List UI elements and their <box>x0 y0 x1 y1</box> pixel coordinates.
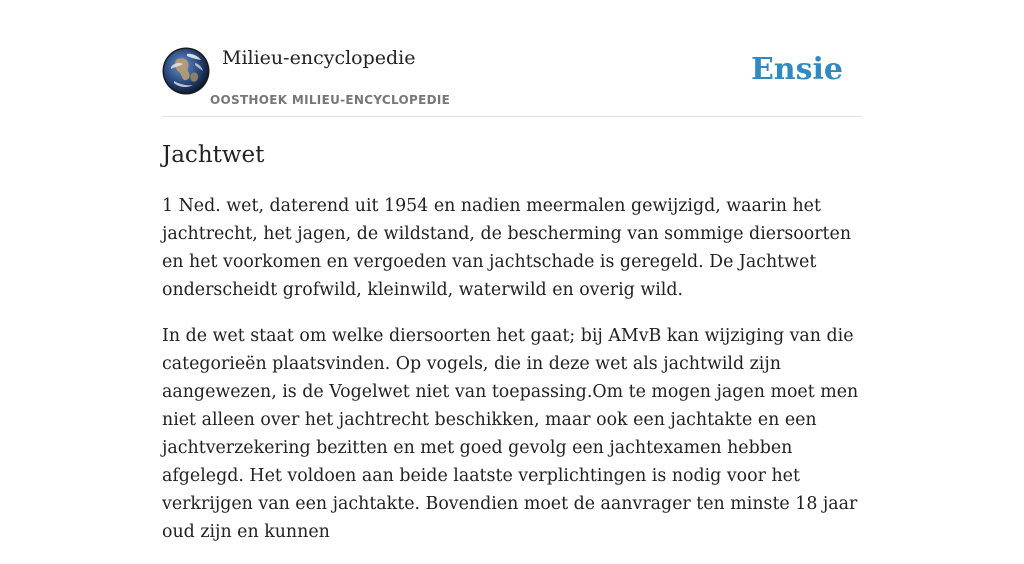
article-paragraph: 1 Ned. wet, daterend uit 1954 en nadien meermalen gewijzigd, waarin het jachtrecht, het jagen, de wildstand, de bescherming van sommige diersoorten en het voorkomen en vergoeden van jachtschade is geregeld. De Jachtwet onderscheidt grofwild, kleinwild, waterwild en overig wild. <box>162 196 852 300</box>
site-subtitle[interactable]: OOSTHOEK MILIEU-ENCYCLOPEDIE <box>210 93 451 107</box>
site-title[interactable]: Milieu-encyclopedie <box>222 47 416 69</box>
article-paragraph: In de wet staat om welke diersoorten het gaat; bij AMvB kan wijziging van die categorieën plaatsvinden. Op vogels, die in deze wet als jachtwild zijn aangewezen, is de Vogelwet niet van toepassing.Om te mogen jagen moet men niet alleen over het jachtrecht beschikken, maar ook een jachtakte en een jachtverzekering bezitten en met goed gevolg een jachtexamen hebben afgelegd. Het voldoen aan beide laatste verplichtingen is nodig voor het verkrijgen van een jachtakte. Bovendien moet de aanvrager ten minste 18 jaar oud zijn en kunnen <box>162 326 859 542</box>
article-title: Jachtwet <box>162 142 265 168</box>
earth-globe-icon[interactable] <box>162 47 210 95</box>
site-header <box>162 46 862 117</box>
brand-logo[interactable]: Ensie <box>750 52 843 87</box>
article-body <box>162 192 866 564</box>
